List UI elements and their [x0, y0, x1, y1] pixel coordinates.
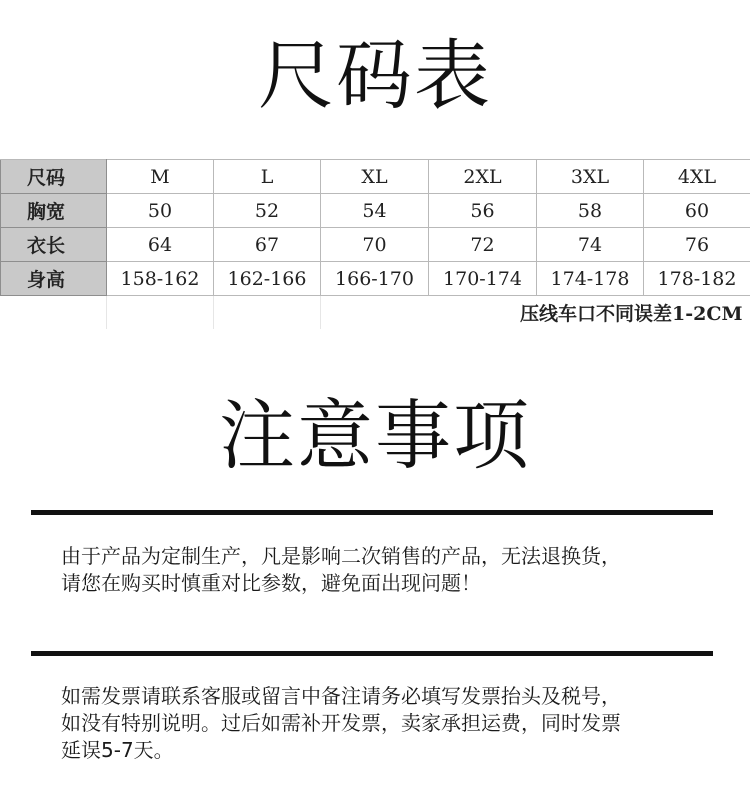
- table-cell: 64: [107, 228, 214, 262]
- table-cell: 52: [214, 194, 321, 228]
- table-cell: 54: [321, 194, 429, 228]
- table-cell: [321, 296, 429, 330]
- table-cell: 72: [429, 228, 537, 262]
- table-cell: 60: [644, 194, 750, 228]
- size-chart-table: [0, 159, 750, 329]
- table-cell: [214, 296, 321, 330]
- table-cell: 4XL: [644, 160, 750, 194]
- text-line: 请您在购买时慎重对比参数，避免面出现问题！: [61, 571, 481, 595]
- table-cell: [1, 296, 107, 330]
- table-cell: 174-178: [537, 262, 644, 296]
- table-cell: 170-174: [429, 262, 537, 296]
- table-cell: 158-162: [107, 262, 214, 296]
- row-label: 尺码: [1, 160, 107, 194]
- divider: [31, 651, 713, 656]
- table-cell: 3XL: [537, 160, 644, 194]
- row-label: 身高: [1, 262, 107, 296]
- invoice-policy-text: [61, 683, 731, 764]
- table-cell: 70: [321, 228, 429, 262]
- table-row-size: [1, 160, 750, 194]
- table-cell: 50: [107, 194, 214, 228]
- table-row-length: [1, 228, 750, 262]
- table-cell: XL: [321, 160, 429, 194]
- table-note-row: [1, 296, 750, 330]
- table-cell: 58: [537, 194, 644, 228]
- return-policy-text: [61, 543, 731, 597]
- size-chart-title: 尺码表: [258, 31, 492, 120]
- text-line: 延误5-7天。: [61, 738, 174, 762]
- table-cell: L: [214, 160, 321, 194]
- table-row-chest: [1, 194, 750, 228]
- table-cell: 67: [214, 228, 321, 262]
- text-line: 如需发票请联系客服或留言中备注请务必填写发票抬头及税号，: [61, 684, 621, 708]
- row-label: 胸宽: [1, 194, 107, 228]
- text-line: 如没有特别说明。过后如需补开发票，卖家承担运费，同时发票: [61, 711, 621, 735]
- text-line: 由于产品为定制生产，凡是影响二次销售的产品，无法退换货，: [61, 544, 621, 568]
- table-cell: 74: [537, 228, 644, 262]
- table-cell: M: [107, 160, 214, 194]
- table-cell: 56: [429, 194, 537, 228]
- table-cell: 166-170: [321, 262, 429, 296]
- table-cell: 2XL: [429, 160, 537, 194]
- table-cell: [107, 296, 214, 330]
- table-row-height: [1, 262, 750, 296]
- tolerance-note: 压线车口不同误差1-2CM: [520, 303, 743, 325]
- row-label: 衣长: [1, 228, 107, 262]
- table-cell: 178-182: [644, 262, 750, 296]
- divider: [31, 510, 713, 515]
- table-cell: 76: [644, 228, 750, 262]
- notice-title: 注意事项: [219, 391, 531, 480]
- table-cell: 162-166: [214, 262, 321, 296]
